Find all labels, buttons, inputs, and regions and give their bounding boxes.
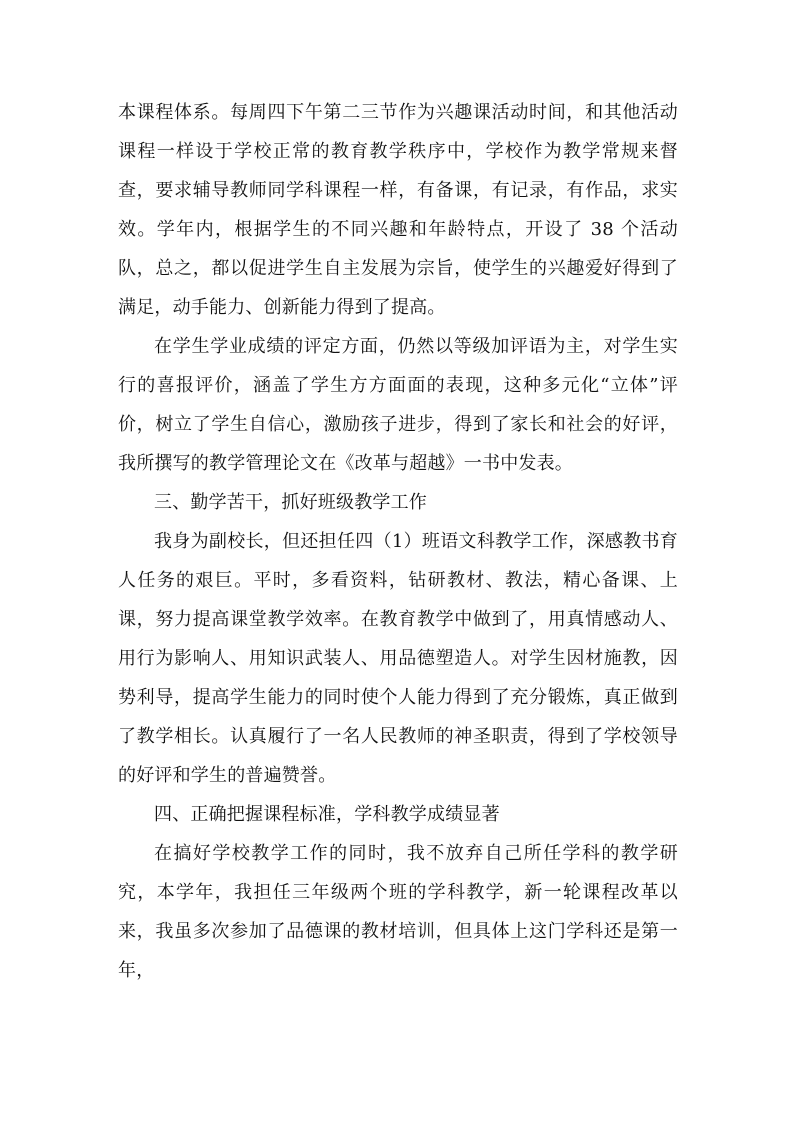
- section-heading-3: 三、勤学苦干，抓好班级教学工作: [154, 492, 427, 513]
- section-heading-4: 四、正确把握课程标准，学科教学成绩显著: [154, 804, 500, 825]
- paragraph-subject-research: 在搞好学校教学工作的同时，我不放弃自己所任学科的教学研究，本学年，我担任三年级两个班的学科教学，新一轮课程改革以来，我虽多次参加了品德课的教材培训，但具体上这门学科还是第一年，: [118, 843, 678, 981]
- paragraph-curriculum-system: 本课程体系。每周四下午第二三节作为兴趣课活动时间，和其他活动课程一样设于学校正常的教育教学秩序中，学校作为教学常规来督查，要求辅导教师同学科课程一样，有备课，有记录，有作品，求实效。学年内，根据学生的不同兴趣和年龄特点，开设了 38 个活动队，总之，都以促进学生自主发展为宗旨，使学生的兴趣爱好得到了满足，动手能力、创新能力得到了提高。: [118, 102, 678, 318]
- paragraph-academic-evaluation: 在学生学业成绩的评定方面，仍然以等级加评语为主，对学生实行的喜报评价，涵盖了学生方方面面的表现，这种多元化“立体”评价，树立了学生自信心，激励孩子进步，得到了家长和社会的好评，我所撰写的教学管理论文在《改革与超越》一书中发表。: [118, 336, 678, 474]
- document-body: [118, 93, 678, 990]
- paragraph-class-teaching: 我身为副校长，但还担任四（1）班语文科教学工作，深感教书育人任务的艰巨。平时，多看资料，钻研教材、教法，精心备课、上课，努力提高课堂教学效率。在教育教学中做到了，用真情感动人、用行为影响人、用知识武装人、用品德塑造人。对学生因材施教，因势利导，提高学生能力的同时使个人能力得到了充分锻炼，真正做到了教学相长。认真履行了一名人民教师的神圣职责，得到了学校领导的好评和学生的普遍赞誉。: [118, 531, 678, 786]
